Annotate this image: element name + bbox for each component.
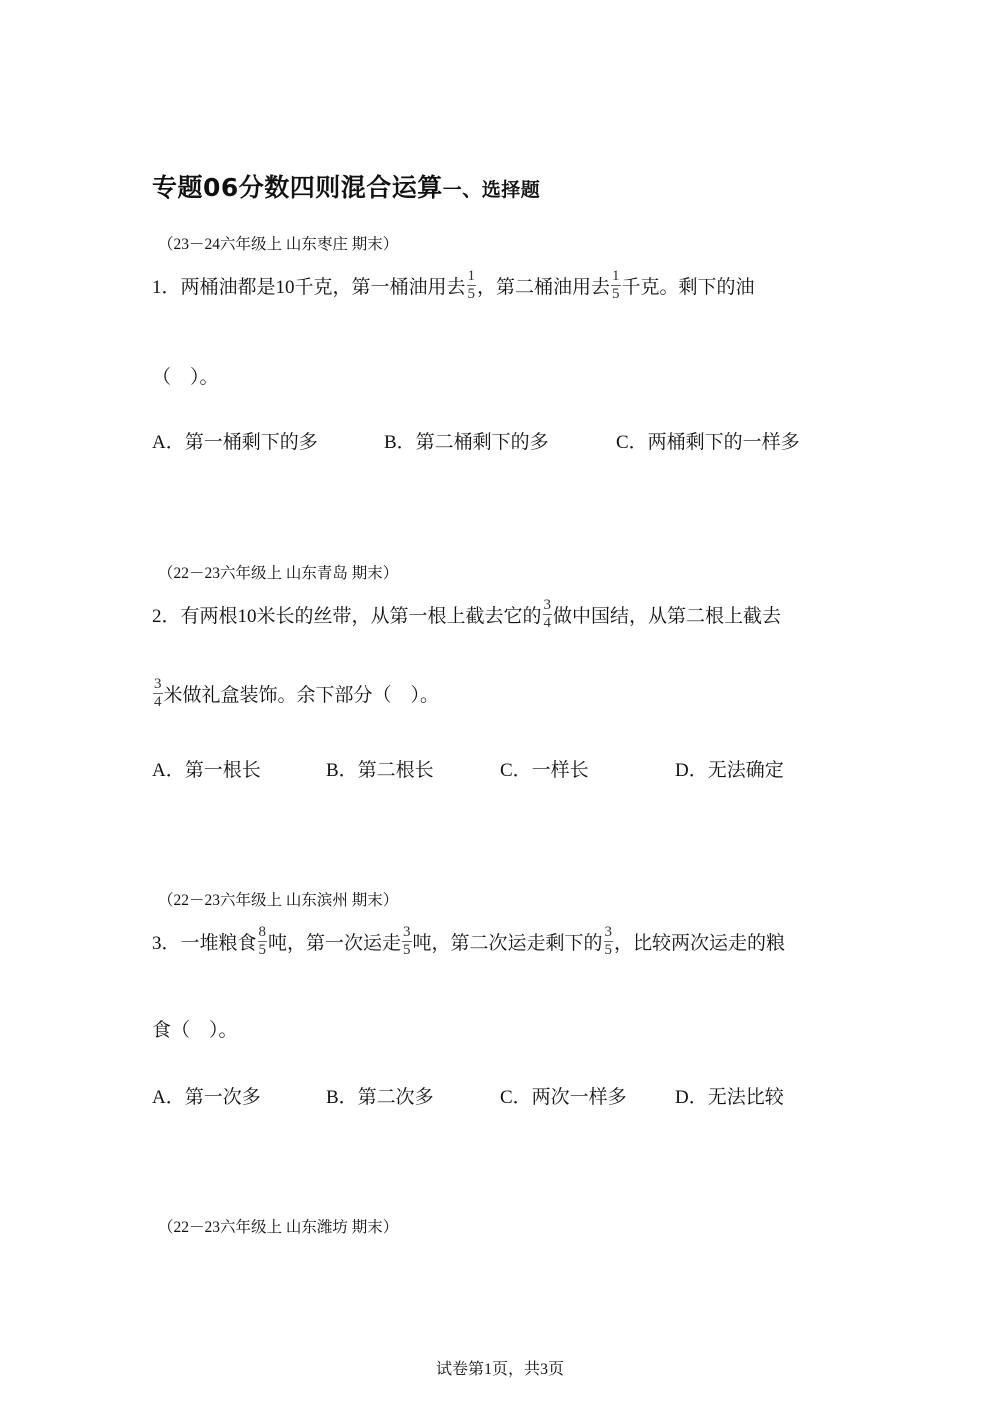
- page-footer: 试卷第1页，共3页: [435, 1361, 564, 1378]
- question-1-stem-line-2: （ ）。: [152, 367, 219, 388]
- section-heading: 一、选择题: [442, 179, 541, 201]
- q2-option-c[interactable]: C．一样长: [500, 760, 589, 781]
- question-2-source: （22－23六年级上 山东青岛 期末）: [158, 565, 399, 582]
- q3-option-a[interactable]: A．第一次多: [152, 1087, 261, 1108]
- question-3-stem-line-2: 食（ ）。: [152, 1020, 238, 1041]
- q1-option-c[interactable]: C．两桶剩下的一样多: [616, 432, 800, 453]
- question-2-stem-line-1: [152, 597, 781, 632]
- q3-option-d[interactable]: D．无法比较: [675, 1087, 784, 1108]
- q1-text-b: ，第二桶油用去: [477, 277, 611, 298]
- q3-fraction-3: $\frac{3}{5}$: [604, 924, 613, 958]
- q3-text-d: ，比较两次运走的粮: [614, 933, 786, 954]
- question-1-source: （23－24六年级上 山东枣庄 期末）: [158, 236, 399, 253]
- q3-text-c: 吨，第二次运走剩下的: [412, 933, 603, 954]
- q2-fraction-1: $\frac{3}{4}$: [543, 597, 552, 631]
- q2-fraction-2: $\frac{3}{4}$: [154, 676, 162, 710]
- question-1-options: [152, 427, 912, 453]
- q1-fraction-2: $\frac{1}{5}$: [612, 268, 620, 302]
- q1-option-a[interactable]: A．第一桶剩下的多: [152, 432, 318, 453]
- question-4-source: （22－23六年级上 山东潍坊 期末）: [158, 1219, 399, 1236]
- question-2-stem-line-2: [152, 676, 439, 711]
- q2-option-b[interactable]: B．第二根长: [326, 760, 434, 781]
- q2-text-a: 2．有两根10米长的丝带，从第一根上截去它的: [152, 606, 542, 627]
- page-title: [152, 168, 540, 204]
- title-main: 专题06分数四则混合运算: [152, 173, 443, 202]
- question-3-options: [152, 1082, 912, 1108]
- q3-option-b[interactable]: B．第二次多: [326, 1087, 434, 1108]
- q3-text-b: 吨，第一次运走: [268, 933, 402, 954]
- q1-text-c: 千克。剩下的油: [621, 277, 755, 298]
- question-3-stem-line-1: [152, 924, 785, 959]
- question-1-stem-line-1: [152, 268, 755, 303]
- q2-option-d[interactable]: D．无法确定: [675, 760, 784, 781]
- q2-text-c: 米做礼盒装饰。余下部分（ ）。: [163, 685, 440, 706]
- q1-fraction-1: $\frac{1}{5}$: [467, 268, 476, 302]
- q2-text-b: 做中国结，从第二根上截去: [553, 606, 782, 627]
- q2-option-a[interactable]: A．第一根长: [152, 760, 261, 781]
- q1-option-b[interactable]: B．第二桶剩下的多: [384, 432, 549, 453]
- question-3-source: （22－23六年级上 山东滨州 期末）: [158, 892, 399, 909]
- q3-fraction-2: $\frac{3}{5}$: [403, 924, 411, 958]
- q1-text-a: 1．两桶油都是10千克，第一桶油用去: [152, 277, 466, 298]
- q3-option-c[interactable]: C．两次一样多: [500, 1087, 627, 1108]
- q3-fraction-1: $\frac{8}{5}$: [258, 924, 267, 958]
- question-2-options: [152, 755, 912, 781]
- q3-text-a: 3．一堆粮食: [152, 933, 257, 954]
